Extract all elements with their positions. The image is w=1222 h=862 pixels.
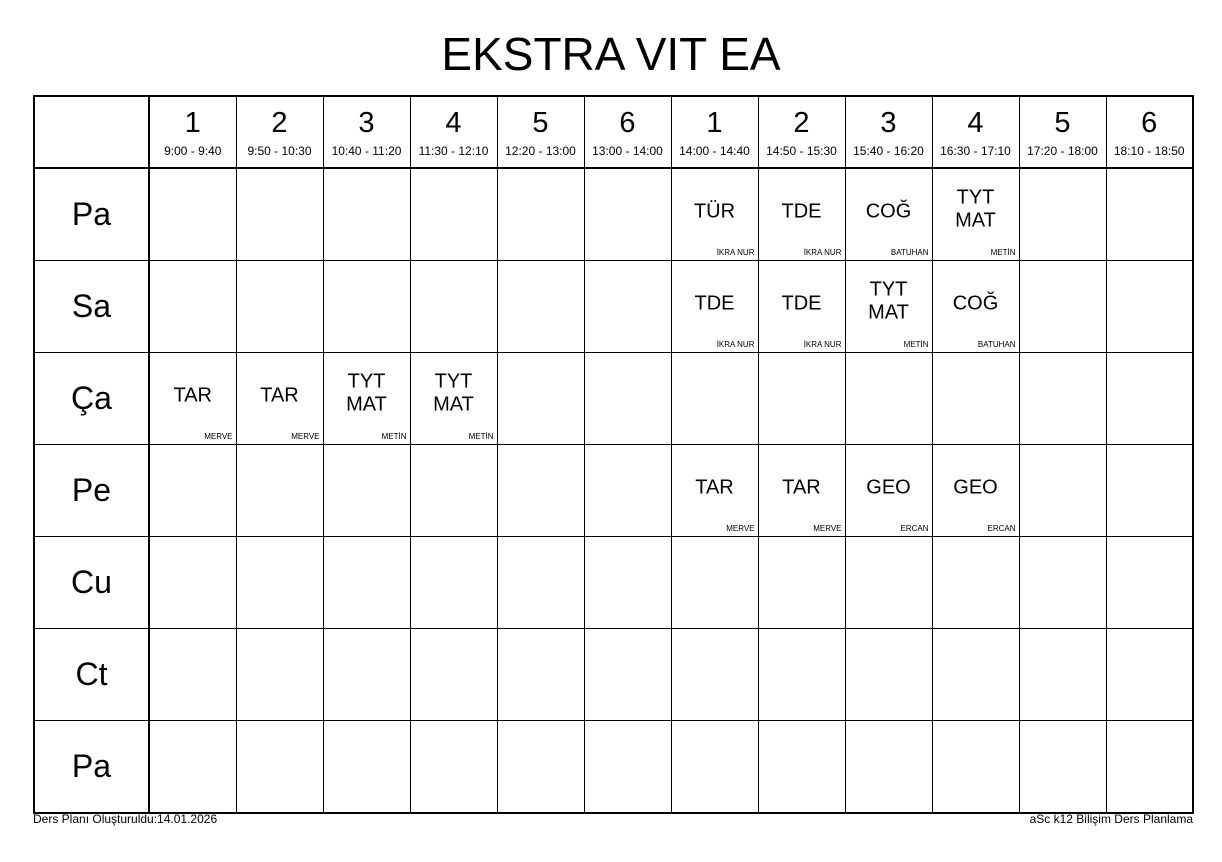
period-number: 4 bbox=[445, 107, 462, 139]
empty-cell bbox=[497, 261, 584, 353]
period-number: 6 bbox=[619, 107, 636, 139]
empty-cell bbox=[497, 353, 584, 445]
day-label: Ct bbox=[34, 629, 149, 721]
lesson-cell bbox=[236, 353, 323, 445]
day-label: Cu bbox=[34, 537, 149, 629]
lesson-cell bbox=[758, 445, 845, 537]
empty-cell bbox=[323, 537, 410, 629]
lesson-cell bbox=[932, 445, 1019, 537]
timetable-grid bbox=[33, 95, 1194, 814]
period-number: 3 bbox=[358, 107, 375, 139]
empty-cell bbox=[236, 261, 323, 353]
empty-cell bbox=[497, 629, 584, 721]
period-time: 17:20 - 18:00 bbox=[1027, 144, 1098, 158]
empty-cell bbox=[1019, 353, 1106, 445]
day-label: Ça bbox=[34, 353, 149, 445]
lesson-card bbox=[672, 445, 758, 536]
lesson-teacher: İKRA NUR bbox=[803, 248, 842, 257]
empty-cell bbox=[1019, 721, 1106, 814]
empty-cell bbox=[1106, 168, 1193, 261]
period-header bbox=[236, 96, 323, 168]
lesson-subject: COĞ bbox=[952, 292, 999, 315]
period-header bbox=[845, 96, 932, 168]
lesson-card bbox=[933, 445, 1019, 536]
empty-cell bbox=[410, 721, 497, 814]
empty-cell bbox=[323, 261, 410, 353]
lesson-card bbox=[846, 261, 932, 352]
lesson-cell bbox=[671, 445, 758, 537]
lesson-subject: TAR bbox=[260, 384, 299, 407]
lesson-card bbox=[759, 445, 845, 536]
period-header-row bbox=[34, 96, 1193, 168]
empty-cell bbox=[497, 445, 584, 537]
period-time: 14:00 - 14:40 bbox=[679, 144, 750, 158]
lesson-cell bbox=[323, 353, 410, 445]
lesson-subject: COĞ bbox=[865, 200, 912, 223]
lesson-teacher: BATUHAN bbox=[977, 340, 1016, 349]
empty-cell bbox=[410, 537, 497, 629]
empty-cell bbox=[584, 168, 671, 261]
lesson-subject: TDE bbox=[694, 292, 735, 315]
lesson-teacher: İKRA NUR bbox=[716, 248, 755, 257]
empty-cell bbox=[1106, 629, 1193, 721]
period-header bbox=[932, 96, 1019, 168]
lesson-cell bbox=[845, 445, 932, 537]
empty-cell bbox=[410, 168, 497, 261]
empty-cell bbox=[1019, 537, 1106, 629]
lesson-subject: GEO bbox=[866, 476, 911, 499]
empty-cell bbox=[758, 353, 845, 445]
empty-cell bbox=[845, 629, 932, 721]
lesson-cell bbox=[932, 261, 1019, 353]
lesson-card bbox=[846, 445, 932, 536]
period-header bbox=[149, 96, 236, 168]
lesson-card bbox=[933, 261, 1019, 352]
lesson-card bbox=[759, 169, 845, 260]
period-header bbox=[758, 96, 845, 168]
empty-cell bbox=[323, 445, 410, 537]
empty-cell bbox=[932, 629, 1019, 721]
empty-cell bbox=[1106, 261, 1193, 353]
empty-cell bbox=[584, 261, 671, 353]
lesson-teacher: MERVE bbox=[813, 524, 842, 533]
lesson-teacher: ERCAN bbox=[987, 524, 1016, 533]
lesson-subject: TAR bbox=[173, 384, 212, 407]
lesson-teacher: MERVE bbox=[291, 432, 320, 441]
lesson-card bbox=[933, 169, 1019, 260]
period-number: 5 bbox=[532, 107, 549, 139]
footer-created-date: Ders Planı Oluşturuldu:14.01.2026 bbox=[33, 812, 218, 826]
empty-cell bbox=[671, 353, 758, 445]
lesson-card bbox=[411, 353, 497, 444]
lesson-teacher: METİN bbox=[381, 432, 407, 441]
empty-cell bbox=[323, 721, 410, 814]
lesson-subject: TYT MAT bbox=[433, 369, 474, 415]
empty-cell bbox=[149, 445, 236, 537]
empty-cell bbox=[671, 721, 758, 814]
empty-cell bbox=[410, 629, 497, 721]
lesson-card bbox=[672, 261, 758, 352]
lesson-teacher: İKRA NUR bbox=[716, 340, 755, 349]
lesson-card bbox=[759, 261, 845, 352]
empty-cell bbox=[1106, 537, 1193, 629]
empty-cell bbox=[584, 537, 671, 629]
empty-cell bbox=[1106, 721, 1193, 814]
period-header bbox=[1106, 96, 1193, 168]
period-header bbox=[1019, 96, 1106, 168]
empty-cell bbox=[149, 721, 236, 814]
lesson-teacher: MERVE bbox=[204, 432, 233, 441]
period-time: 14:50 - 15:30 bbox=[766, 144, 837, 158]
empty-cell bbox=[584, 721, 671, 814]
period-header bbox=[323, 96, 410, 168]
lesson-subject: TDE bbox=[781, 200, 822, 223]
period-header bbox=[671, 96, 758, 168]
empty-cell bbox=[1019, 168, 1106, 261]
lesson-subject: TÜR bbox=[693, 200, 736, 223]
lesson-card bbox=[324, 353, 410, 444]
day-row bbox=[34, 537, 1193, 629]
period-number: 1 bbox=[184, 107, 201, 139]
period-header bbox=[497, 96, 584, 168]
period-time: 9:50 - 10:30 bbox=[247, 144, 312, 158]
empty-cell bbox=[932, 537, 1019, 629]
lesson-subject: TYT MAT bbox=[868, 277, 909, 323]
empty-cell bbox=[671, 537, 758, 629]
empty-cell bbox=[758, 629, 845, 721]
period-header bbox=[584, 96, 671, 168]
lesson-cell bbox=[932, 168, 1019, 261]
empty-cell bbox=[1019, 261, 1106, 353]
day-label: Pe bbox=[34, 445, 149, 537]
lesson-cell bbox=[845, 168, 932, 261]
period-number: 6 bbox=[1141, 107, 1158, 139]
empty-cell bbox=[584, 445, 671, 537]
empty-cell bbox=[323, 168, 410, 261]
lesson-card bbox=[237, 353, 323, 444]
period-time: 15:40 - 16:20 bbox=[853, 144, 924, 158]
footer-software-credit: aSc k12 Bilişim Ders Planlama bbox=[1029, 812, 1193, 826]
empty-cell bbox=[497, 168, 584, 261]
corner-cell bbox=[34, 96, 149, 168]
period-number: 3 bbox=[880, 107, 897, 139]
empty-cell bbox=[845, 537, 932, 629]
empty-cell bbox=[497, 537, 584, 629]
lesson-subject: TAR bbox=[782, 476, 821, 499]
lesson-teacher: MERVE bbox=[726, 524, 755, 533]
empty-cell bbox=[149, 629, 236, 721]
timetable-title: EKSTRA VIT EA bbox=[441, 28, 781, 80]
lesson-cell bbox=[671, 261, 758, 353]
empty-cell bbox=[149, 537, 236, 629]
empty-cell bbox=[1106, 353, 1193, 445]
period-number: 1 bbox=[706, 107, 723, 139]
empty-cell bbox=[1106, 445, 1193, 537]
day-row bbox=[34, 353, 1193, 445]
lesson-teacher: METİN bbox=[903, 340, 929, 349]
lesson-teacher: METİN bbox=[468, 432, 494, 441]
empty-cell bbox=[410, 445, 497, 537]
empty-cell bbox=[845, 721, 932, 814]
period-time: 11:30 - 12:10 bbox=[418, 144, 489, 158]
empty-cell bbox=[236, 168, 323, 261]
lesson-teacher: METİN bbox=[990, 248, 1016, 257]
lesson-subject: TAR bbox=[695, 476, 734, 499]
day-label: Sa bbox=[34, 261, 149, 353]
empty-cell bbox=[584, 353, 671, 445]
lesson-subject: TYT MAT bbox=[346, 369, 387, 415]
day-row bbox=[34, 721, 1193, 814]
lesson-cell bbox=[671, 168, 758, 261]
empty-cell bbox=[1019, 629, 1106, 721]
period-number: 4 bbox=[967, 107, 984, 139]
lesson-cell bbox=[845, 261, 932, 353]
empty-cell bbox=[758, 537, 845, 629]
empty-cell bbox=[932, 353, 1019, 445]
empty-cell bbox=[323, 629, 410, 721]
period-time: 9:00 - 9:40 bbox=[164, 144, 222, 158]
empty-cell bbox=[758, 721, 845, 814]
lesson-teacher: ERCAN bbox=[900, 524, 929, 533]
period-time: 18:10 - 18:50 bbox=[1113, 144, 1185, 158]
empty-cell bbox=[497, 721, 584, 814]
day-row bbox=[34, 445, 1193, 537]
empty-cell bbox=[1019, 445, 1106, 537]
empty-cell bbox=[671, 629, 758, 721]
period-time: 13:00 - 14:00 bbox=[592, 144, 663, 158]
period-time: 16:30 - 17:10 bbox=[940, 144, 1011, 158]
lesson-subject: TDE bbox=[781, 292, 822, 315]
day-label: Pa bbox=[34, 168, 149, 261]
empty-cell bbox=[584, 629, 671, 721]
lesson-cell bbox=[149, 353, 236, 445]
period-header bbox=[410, 96, 497, 168]
empty-cell bbox=[845, 353, 932, 445]
period-number: 5 bbox=[1054, 107, 1071, 139]
lesson-subject: GEO bbox=[953, 476, 998, 499]
empty-cell bbox=[236, 721, 323, 814]
lesson-cell bbox=[758, 168, 845, 261]
period-number: 2 bbox=[271, 107, 288, 139]
day-row bbox=[34, 629, 1193, 721]
empty-cell bbox=[236, 537, 323, 629]
empty-cell bbox=[236, 629, 323, 721]
empty-cell bbox=[932, 721, 1019, 814]
period-number: 2 bbox=[793, 107, 810, 139]
empty-cell bbox=[410, 261, 497, 353]
day-row bbox=[34, 261, 1193, 353]
lesson-cell bbox=[758, 261, 845, 353]
day-row bbox=[34, 168, 1193, 261]
period-time: 12:20 - 13:00 bbox=[505, 144, 576, 158]
day-label: Pa bbox=[34, 721, 149, 814]
lesson-subject: TYT MAT bbox=[955, 185, 996, 231]
lesson-card bbox=[150, 353, 236, 444]
empty-cell bbox=[236, 445, 323, 537]
lesson-card bbox=[672, 169, 758, 260]
empty-cell bbox=[149, 261, 236, 353]
period-time: 10:40 - 11:20 bbox=[331, 144, 402, 158]
lesson-teacher: BATUHAN bbox=[890, 248, 929, 257]
lesson-card bbox=[846, 169, 932, 260]
empty-cell bbox=[149, 168, 236, 261]
lesson-teacher: İKRA NUR bbox=[803, 340, 842, 349]
lesson-cell bbox=[410, 353, 497, 445]
